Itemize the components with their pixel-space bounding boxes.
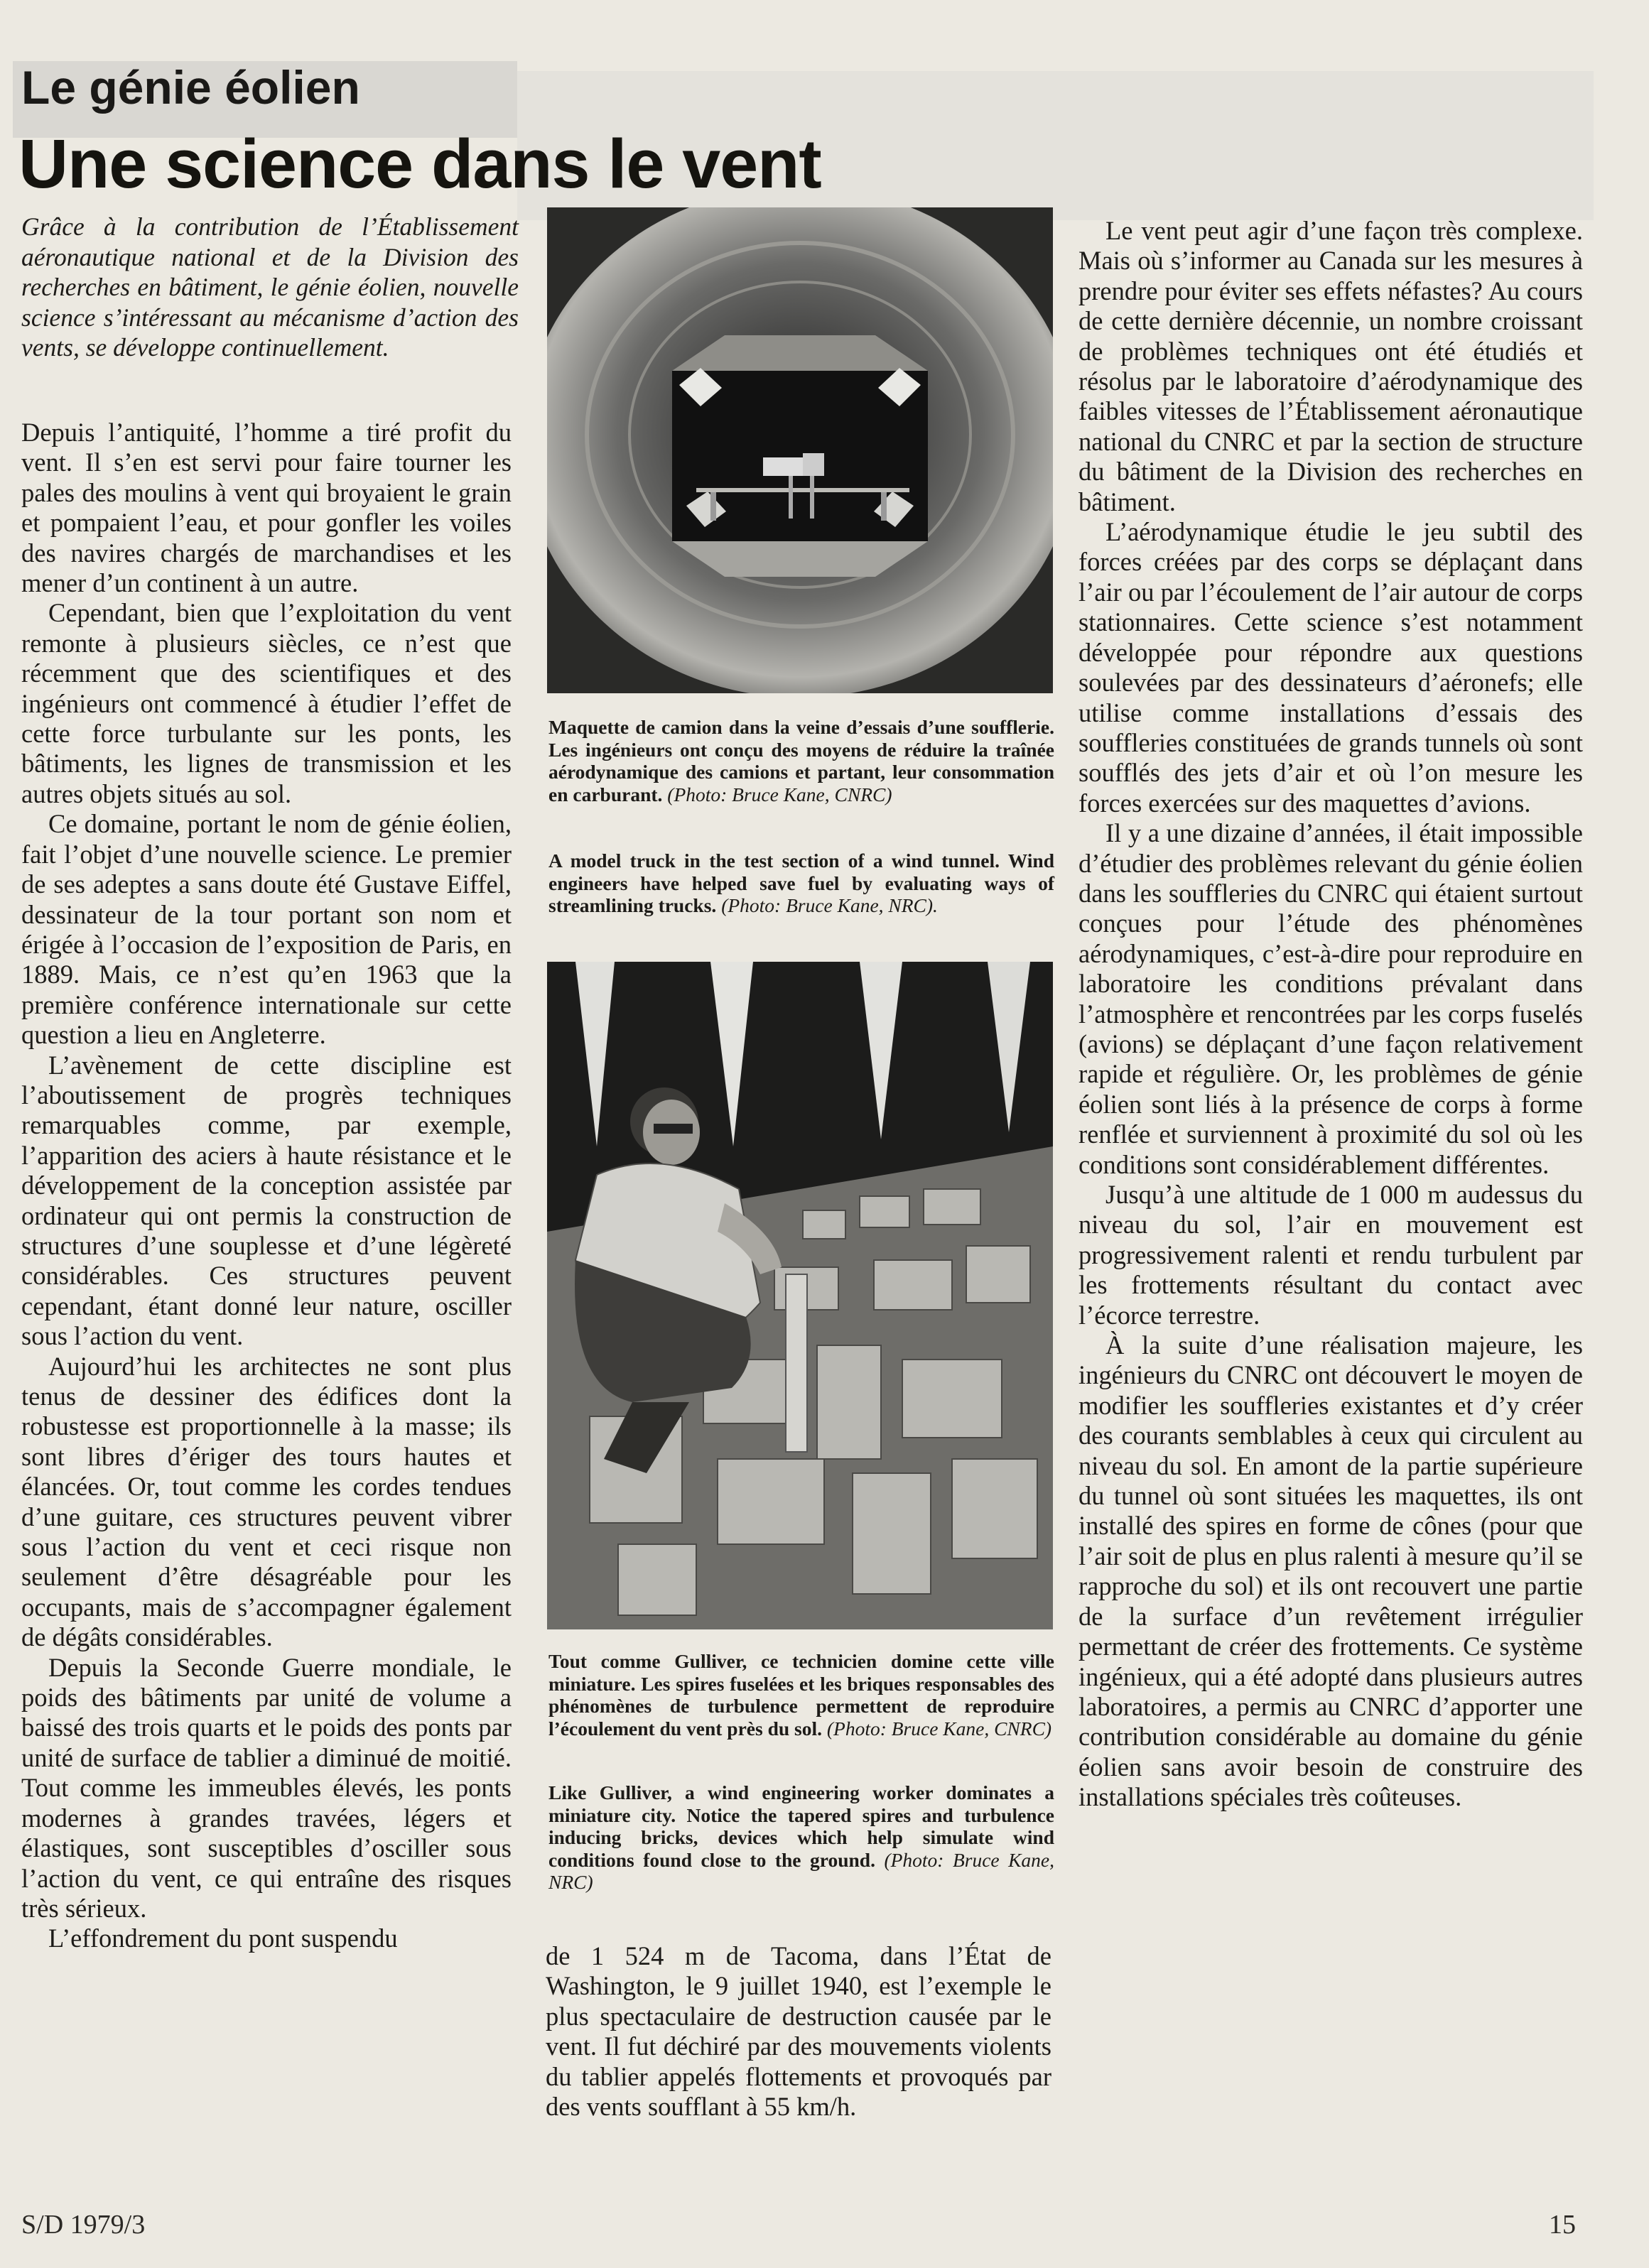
- paragraph: Le vent peut agir d’une façon très complexe. Mais où s’informer au Canada sur les mesures à prendre pour éviter ses effets néfastes? Au cours de cette dernière décennie, un nombre croissant de problèmes techniques ont été étudiés et résolus par le laboratoire d’aérodynamique des faibles vitesses de l’Établissement aéronautique national du CNRC et par la section de structure du bâtiment de la Division des recherches en bâtiment.: [1078, 216, 1583, 516]
- photo-2-caption-en: [548, 1781, 1054, 1894]
- paragraph: Ce domaine, portant le nom de génie éolien, fait l’objet d’une nouvelle science. Le premier de ses adeptes a sans doute été Gustave Eiffel, dessinateur de la tour portant son nom et érigée à l’occasion de l’exposition de Paris, en 1889. Mais, ce n’est qu’en 1963 que la première conférence internationale sur cette question a lieu en Angleterre.: [21, 809, 512, 1050]
- photo-credit: (Photo: Bruce Kane, CNRC): [826, 1717, 1052, 1740]
- page-number: 15: [1549, 2210, 1576, 2240]
- article-kicker: Le génie éolien: [21, 61, 360, 114]
- article-title: Une science dans le vent: [18, 125, 821, 202]
- photo-credit: (Photo: Bruce Kane, NRC): [548, 1848, 1055, 1893]
- paragraph: L’avènement de cette discipline est l’aboutissement de progrès techniques remarquables comme, par exemple, l’apparition des aciers à haute résistance et le développement de la conception assistée par ordinateur qui ont permis la construction de structures d’une souplesse et d’une légèreté considérables. Ces structures peuvent cependant, étant donné leur nature, osciller sous l’action du vent.: [21, 1050, 512, 1351]
- photo-credit: (Photo: Bruce Kane, CNRC): [667, 783, 892, 805]
- column-1: [21, 418, 512, 1954]
- issue-label: S/D 1979/3: [21, 2210, 146, 2240]
- paragraph: À la suite d’une réalisation majeure, les ingénieurs du CNRC ont découvert le moyen de modifier les souffleries existantes et d’y créer des courants semblables à ceux qui circulent au niveau du sol. En amont de la partie supérieure du tunnel où sont situées les maquettes, ils ont installé des spires en forme de cônes (pour que l’air soit de plus en plus ralenti à mesure qu’il se rapproche du sol) et ils ont recouvert une partie de la surface d’un revêtement irrégulier permettant de créer des frottements. Ce système ingénieux, qui a été adopté dans plusieurs autres laboratoires, a permis au CNRC d’apporter une contribution considérable au domaine du génie éolien sans avoir besoin de construire des installations spéciales très coûteuses.: [1078, 1330, 1583, 1812]
- photo-credit: (Photo: Bruce Kane, NRC).: [721, 894, 938, 916]
- paragraph: Depuis l’antiquité, l’homme a tiré profit du vent. Il s’en est servi pour faire tourner les pales des moulins à vent qui broyaient le grain et pompaient l’eau, et pour gonfler les voiles des navires chargés de marchandises et les mener d’un continent à un autre.: [21, 418, 512, 598]
- paragraph: Il y a une dizaine d’années, il était impossible d’étudier des problèmes relevant du génie éolien dans les souffleries du CNRC qui étaient surtout conçues pour l’étude des phénomènes aérodynamiques, c’est-à-dire pour reproduire en laboratoire les conditions prévalant dans l’atmosphère et rencontrées par les corps fuselés (avions) se déplaçant d’une façon relativement rapide et régulière. Or, les problèmes de génie éolien sont liés à la présence de corps à forme renflée et surviennent à proximité du sol où les conditions sont considérablement différentes.: [1078, 818, 1583, 1179]
- photo-1-caption-fr: [548, 716, 1054, 805]
- column-2: [546, 1941, 1051, 2122]
- photo-2-caption-fr: [548, 1650, 1054, 1740]
- paragraph: Cependant, bien que l’exploitation du vent remonte à plusieurs siècles, ce n’est que récemment que des scientifiques et des ingénieurs ont commencé à étudier l’effet de cette force turbulante sur les ponts, les bâtiments, les lignes de transmission et les autres objets situés au sol.: [21, 598, 512, 808]
- miniature-city-illustration: [547, 962, 1053, 1629]
- paragraph: Jusqu’à une altitude de 1 000 m audessus du niveau du sol, l’air en mouvement est progressivement ralenti et rendu turbulent par les frottements résultant du contact avec l’écorce terrestre.: [1078, 1180, 1583, 1330]
- paragraph: L’effondrement du pont suspendu: [48, 1924, 398, 1953]
- caption-text: A model truck in the test section of a wind tunnel. Wind engineers have helped save fuel by evaluating ways of streamlining trucks.: [548, 850, 1054, 916]
- paragraph: L’aérodynamique étudie le jeu subtil des forces créées par des corps se déplaçant dans l’air ou par l’écoulement de l’air autour de corps stationnaires. Cette science s’est notamment développée pour répondre aux questions soulevées par des dessinateurs d’aéronefs; elle utilise comme installations d’essais des souffleries constituées de grands tunnels où sont soufflés des jets d’air et où l’on mesure les forces exercées sur des maquettes d’avions.: [1078, 517, 1583, 818]
- paragraph: de 1 524 m de Tacoma, dans l’État de Washington, le 9 juillet 1940, est l’exemple le plus spectaculaire de destruction causée par le vent. Il fut déchiré par des mouvements violents du tablier appelés flottements et provoqués par des vents soufflant à 55 km/h.: [546, 1941, 1051, 2122]
- paragraph: Aujourd’hui les architectes ne sont plus tenus de dessiner des édifices dont la robustesse est proportionnelle à la masse; ils sont libres d’ériger des tours hautes et élancées. Or, tout comme les cordes tendues d’une guitare, ces structures peuvent vibrer sous l’action du vent et ceci risque non seulement d’être désagréable pour les occupants, mais de s’accompagner également de dégâts considérables.: [21, 1351, 512, 1652]
- photo-1-caption-en: [548, 850, 1054, 917]
- caption-text: Maquette de camion dans la veine d’essais d’une soufflerie. Les ingénieurs ont conçu des moyens de réduire la traînée aérodynamique des camions et partant, leur consommation en carburant.: [548, 716, 1054, 805]
- miniature-city-photo: [547, 962, 1053, 1629]
- column-3: [1078, 216, 1583, 1813]
- caption-text: Tout comme Gulliver, ce technicien domine cette ville miniature. Les spires fuselées et les briques responsables des phénomènes de turbulence permettent de reproduire l’écoulement du vent près du sol.: [548, 1650, 1054, 1740]
- paragraph: Depuis la Seconde Guerre mondiale, le poids des bâtiments par unité de volume a baissé des trois quarts et le poids des ponts par unité de surface de tablier a diminué de moitié. Tout comme les immeubles élevés, les ponts modernes à grandes travées, légers et élastiques, sont susceptibles d’osciller sous l’action du vent, ce qui entraîne des risques très sérieux.: [21, 1652, 512, 1923]
- wind-tunnel-photo: [547, 207, 1053, 693]
- caption-text: Like Gulliver, a wind engineering worker dominates a miniature city. Notice the tapered spires and turbulence inducing bricks, devices which help simulate wind conditions found close to the ground.: [548, 1781, 1054, 1871]
- wind-tunnel-illustration: [547, 207, 1053, 693]
- article-lede: Grâce à la contribution de l’Établissement aéronautique national et de la Division des recherches en bâtiment, le génie éolien, nouvelle science s’intéressant au mécanisme d’action des vents, se développe continuellement.: [21, 212, 519, 362]
